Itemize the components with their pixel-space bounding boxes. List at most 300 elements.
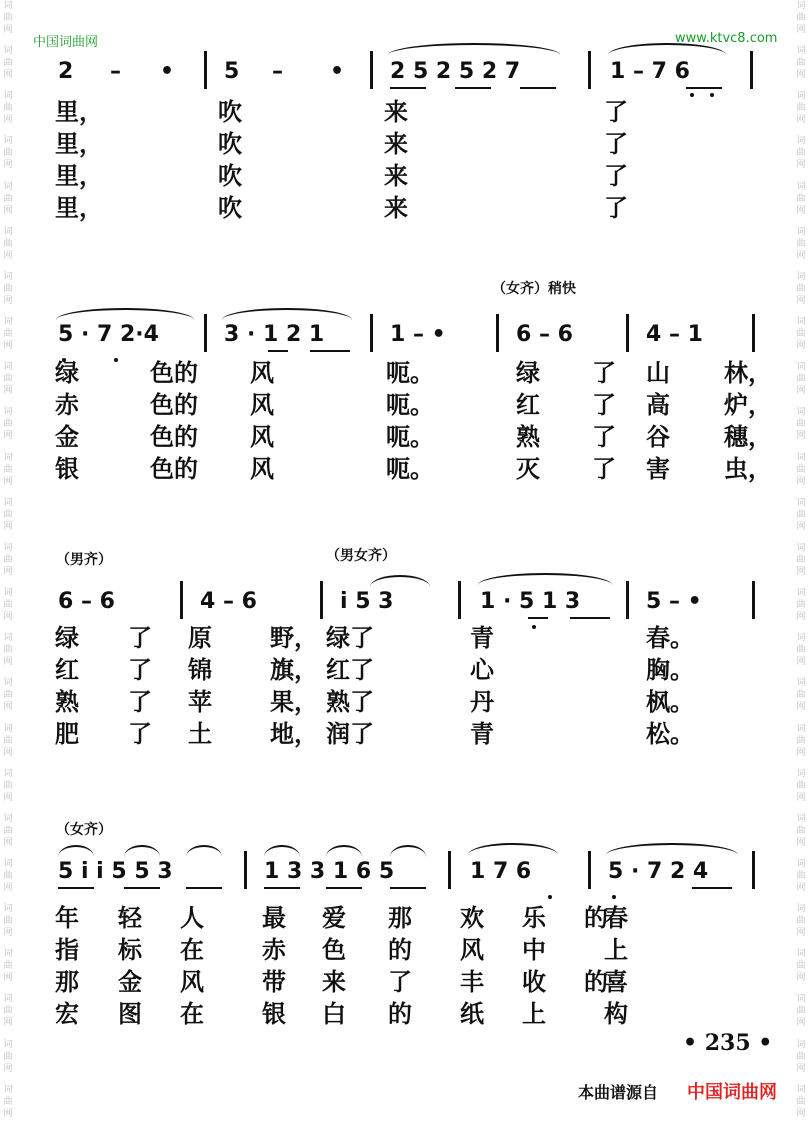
sidebar-char: 曲 bbox=[796, 1051, 806, 1062]
notation-row bbox=[0, 855, 809, 895]
lyric-syllable: 标 bbox=[118, 935, 142, 964]
sidebar-char: 词 bbox=[3, 452, 13, 463]
barline bbox=[588, 51, 591, 89]
sidebar-char: 曲 bbox=[796, 554, 806, 565]
sidebar-char: 曲 bbox=[796, 13, 806, 23]
lyric-syllable: 呃。 bbox=[386, 422, 434, 451]
lyric-syllable: 上 bbox=[604, 935, 628, 964]
slur bbox=[468, 843, 558, 855]
underline bbox=[692, 887, 732, 889]
notation-row bbox=[0, 318, 809, 358]
barline bbox=[752, 314, 755, 352]
slur bbox=[370, 575, 430, 587]
sidebar-char: 网 bbox=[3, 205, 13, 216]
lyric-syllable: 红 bbox=[55, 655, 79, 684]
underline bbox=[455, 87, 491, 89]
sidebar-char: 词 bbox=[3, 362, 13, 373]
lyric-syllable: 来 bbox=[322, 967, 346, 996]
sidebar-char: 网 bbox=[796, 566, 806, 577]
lyric-syllable: 最 bbox=[262, 903, 286, 932]
sidebar-char: 网 bbox=[796, 657, 806, 668]
sidebar-char: 网 bbox=[3, 521, 13, 532]
voice-tag-female: （女齐） bbox=[56, 822, 112, 838]
sidebar-char: 曲 bbox=[796, 600, 806, 611]
underline bbox=[326, 887, 362, 889]
sidebar-char: 网 bbox=[3, 295, 13, 306]
lyric-syllable: 穗， bbox=[724, 422, 772, 451]
sidebar-char: 曲 bbox=[796, 1096, 806, 1107]
lyric-syllable: 丰 bbox=[460, 967, 484, 996]
sidebar-char: 网 bbox=[796, 160, 806, 171]
sidebar-char: 词 bbox=[3, 633, 13, 644]
lyric-syllable: 的 bbox=[584, 903, 608, 932]
note-group: 1 · 5 1 3 bbox=[480, 589, 581, 614]
lyric-syllable: 熟 bbox=[516, 422, 540, 451]
barline bbox=[180, 581, 183, 619]
sidebar-char: 曲 bbox=[3, 464, 13, 475]
sidebar-char: 曲 bbox=[796, 58, 806, 69]
sidebar-char: 曲 bbox=[796, 374, 806, 385]
sidebar-char: 词 bbox=[3, 813, 13, 824]
lyric-syllable: 旗， bbox=[270, 655, 318, 684]
lyric-syllable: 了 bbox=[604, 193, 628, 222]
sidebar-char: 词 bbox=[796, 588, 806, 599]
lyric-syllable: 纸 bbox=[460, 999, 484, 1028]
sidebar-char: 网 bbox=[3, 476, 13, 487]
sidebar-char: 曲 bbox=[3, 148, 13, 159]
sidebar-char: 词 bbox=[796, 497, 806, 508]
sidebar-char: 曲 bbox=[3, 645, 13, 656]
sidebar-char: 网 bbox=[796, 973, 806, 984]
sidebar-char: 曲 bbox=[796, 238, 806, 249]
slur bbox=[606, 843, 738, 855]
sidebar-char: 词 bbox=[796, 542, 806, 553]
sidebar-char: 曲 bbox=[3, 238, 13, 249]
note-group: 6 – 6 bbox=[516, 322, 573, 347]
lyric-syllable: 土 bbox=[188, 719, 212, 748]
lyric-syllable: 绿了 bbox=[326, 623, 374, 652]
barline bbox=[752, 581, 755, 619]
lyric-syllable: 轻 bbox=[118, 903, 142, 932]
slur bbox=[124, 845, 160, 857]
lyric-syllable: 来 bbox=[384, 129, 408, 158]
sidebar-char: 词 bbox=[796, 768, 806, 779]
lyric-syllable: 那 bbox=[55, 967, 79, 996]
footer-brand: 中国词曲网 bbox=[687, 1082, 777, 1103]
sidebar-char: 曲 bbox=[796, 509, 806, 520]
underline bbox=[124, 887, 160, 889]
sidebar-char: 网 bbox=[796, 70, 806, 81]
lyric-syllable: 吹 bbox=[218, 193, 242, 222]
sidebar-char: 曲 bbox=[796, 870, 806, 881]
sidebar-char: 网 bbox=[796, 702, 806, 713]
lyric-syllable: 风 bbox=[250, 358, 274, 387]
lyric-syllable: 收 bbox=[522, 967, 546, 996]
lyric-syllable: 的 bbox=[388, 999, 412, 1028]
sidebar-char: 曲 bbox=[796, 419, 806, 430]
sidebar-char: 曲 bbox=[3, 600, 13, 611]
sidebar-char: 词 bbox=[796, 181, 806, 192]
lyric-verse-2 bbox=[0, 935, 809, 967]
sidebar-char: 网 bbox=[796, 25, 806, 35]
note-group: 4 – 6 bbox=[200, 589, 257, 614]
lyric-syllable: 绿 bbox=[55, 623, 79, 652]
lyric-syllable: 苹 bbox=[188, 687, 212, 716]
sidebar-char: 网 bbox=[3, 1108, 13, 1119]
sidebar-char: 网 bbox=[796, 115, 806, 126]
watermark-site-name: 中国词曲网 bbox=[33, 35, 99, 50]
note-group: 1 7 6 bbox=[470, 859, 532, 884]
sidebar-char: 网 bbox=[3, 566, 13, 577]
note-group: i 5 3 bbox=[340, 589, 394, 614]
lyric-syllable: 高 bbox=[646, 390, 670, 419]
sidebar-char: 词 bbox=[796, 858, 806, 869]
note-group: 1 3 3 1 6 5 bbox=[264, 859, 395, 884]
sidebar-char: 词 bbox=[796, 904, 806, 915]
sidebar-char: 词 bbox=[3, 497, 13, 508]
underline bbox=[186, 887, 222, 889]
sidebar-char: 词 bbox=[3, 678, 13, 689]
note-group: 6 – 6 bbox=[58, 589, 115, 614]
note-group: 2 5 2 5 2 7 bbox=[390, 59, 521, 84]
slur bbox=[478, 573, 612, 585]
sidebar-char: 网 bbox=[3, 702, 13, 713]
lyric-syllable: 来 bbox=[384, 161, 408, 190]
sidebar-char: 曲 bbox=[3, 329, 13, 340]
lyric-syllable: 害 bbox=[646, 454, 670, 483]
lyric-syllable: 了 bbox=[128, 687, 152, 716]
sidebar-char: 词 bbox=[796, 994, 806, 1005]
lyric-syllable: 图 bbox=[118, 999, 142, 1028]
lyric-syllable: 色的 bbox=[150, 422, 198, 451]
barline bbox=[626, 314, 629, 352]
lyric-syllable: 那 bbox=[388, 903, 412, 932]
sidebar-char: 词 bbox=[796, 362, 806, 373]
sidebar-char: 曲 bbox=[3, 13, 13, 23]
sidebar-char: 词 bbox=[3, 136, 13, 147]
lyric-syllable: 风 bbox=[460, 935, 484, 964]
lyric-syllable: 绿 bbox=[516, 358, 540, 387]
lyric-verse-4 bbox=[0, 193, 809, 225]
lyric-verse-3 bbox=[0, 967, 809, 999]
sidebar-char: 网 bbox=[796, 386, 806, 397]
lyric-syllable: 原 bbox=[188, 623, 212, 652]
sidebar-char: 曲 bbox=[3, 735, 13, 746]
sidebar-char: 网 bbox=[3, 837, 13, 848]
note: – bbox=[272, 59, 283, 84]
lyric-syllable: 的 bbox=[388, 935, 412, 964]
sidebar-char: 曲 bbox=[3, 690, 13, 701]
barline bbox=[370, 51, 373, 89]
lyric-syllable: 赤 bbox=[262, 935, 286, 964]
barline bbox=[626, 581, 629, 619]
sidebar-char: 词 bbox=[3, 768, 13, 779]
lyric-syllable: 里， bbox=[55, 129, 103, 158]
note: 2 bbox=[58, 59, 74, 84]
sidebar-char: 词 bbox=[3, 949, 13, 960]
lyric-syllable: 了 bbox=[592, 390, 616, 419]
underline bbox=[686, 87, 722, 89]
sidebar-char: 网 bbox=[796, 612, 806, 623]
sidebar-char: 词 bbox=[796, 813, 806, 824]
sidebar-char: 词 bbox=[3, 1039, 13, 1050]
sidebar-char: 词 bbox=[796, 1, 806, 11]
sidebar-char: 词 bbox=[796, 91, 806, 102]
lyric-verse-4 bbox=[0, 719, 809, 751]
lyric-syllable: 灭 bbox=[516, 454, 540, 483]
voice-tag-male: （男齐） bbox=[56, 552, 112, 568]
sidebar-char: 网 bbox=[3, 1018, 13, 1029]
barline bbox=[204, 314, 207, 352]
slur bbox=[56, 308, 194, 320]
lyric-syllable: 了 bbox=[592, 454, 616, 483]
barline bbox=[752, 851, 755, 889]
sidebar-char: 网 bbox=[3, 1063, 13, 1074]
sidebar-char: 网 bbox=[3, 160, 13, 171]
note-group: 5 – • bbox=[646, 589, 702, 614]
sidebar-char: 词 bbox=[796, 1039, 806, 1050]
lyric-syllable: 呃。 bbox=[386, 454, 434, 483]
lyric-syllable: 带 bbox=[262, 967, 286, 996]
sidebar-char: 曲 bbox=[3, 509, 13, 520]
lyric-syllable: 谷 bbox=[646, 422, 670, 451]
sidebar-char: 词 bbox=[796, 317, 806, 328]
sidebar-char: 网 bbox=[796, 1063, 806, 1074]
page-number: • 235 • bbox=[683, 1030, 773, 1056]
lyric-syllable: 吹 bbox=[218, 129, 242, 158]
underline bbox=[390, 87, 426, 89]
lyric-syllable: 的 bbox=[584, 967, 608, 996]
lyric-syllable: 红了 bbox=[326, 655, 374, 684]
sidebar-char: 网 bbox=[3, 250, 13, 261]
sidebar-char: 曲 bbox=[3, 961, 13, 972]
sidebar-char: 词 bbox=[3, 226, 13, 237]
lyric-syllable: 中 bbox=[522, 935, 546, 964]
lyric-syllable: 吹 bbox=[218, 161, 242, 190]
note: 5 bbox=[224, 59, 240, 84]
lyric-syllable: 山 bbox=[646, 358, 670, 387]
lyric-syllable: 里， bbox=[55, 193, 103, 222]
lyric-syllable: 年 bbox=[55, 903, 79, 932]
sidebar-char: 词 bbox=[796, 271, 806, 282]
lyric-verse-1 bbox=[0, 97, 809, 129]
lyric-syllable: 白 bbox=[322, 999, 346, 1028]
barline bbox=[370, 314, 373, 352]
sidebar-char: 网 bbox=[796, 837, 806, 848]
sidebar-char: 词 bbox=[3, 542, 13, 553]
notation-row bbox=[0, 585, 809, 625]
notation-row bbox=[0, 55, 809, 95]
underline bbox=[58, 887, 94, 889]
lyric-syllable: 春。 bbox=[646, 623, 694, 652]
barline bbox=[448, 851, 451, 889]
lyric-verse-4 bbox=[0, 454, 809, 486]
sidebar-char: 网 bbox=[796, 521, 806, 532]
barline bbox=[244, 851, 247, 889]
sidebar-char: 网 bbox=[796, 431, 806, 442]
sidebar-char: 词 bbox=[3, 407, 13, 418]
sidebar-char: 曲 bbox=[3, 1096, 13, 1107]
sidebar-char: 曲 bbox=[796, 645, 806, 656]
sidebar-char: 网 bbox=[796, 295, 806, 306]
sidebar-char: 词 bbox=[796, 407, 806, 418]
lyric-syllable: 爱 bbox=[322, 903, 346, 932]
sidebar-char: 词 bbox=[3, 271, 13, 282]
lyric-syllable: 色的 bbox=[150, 390, 198, 419]
sidebar-char: 网 bbox=[796, 882, 806, 893]
underline bbox=[520, 87, 556, 89]
sidebar-char: 网 bbox=[796, 1018, 806, 1029]
sidebar-char: 词 bbox=[796, 46, 806, 57]
sidebar-char: 词 bbox=[3, 904, 13, 915]
lyric-syllable: 人 bbox=[180, 903, 204, 932]
lyric-syllable: 赤 bbox=[55, 390, 79, 419]
lyric-syllable: 在 bbox=[180, 999, 204, 1028]
slur bbox=[222, 308, 352, 320]
sidebar-char: 网 bbox=[796, 341, 806, 352]
lyric-syllable: 心 bbox=[470, 655, 494, 684]
sidebar-char: 词 bbox=[3, 317, 13, 328]
lyric-syllable: 上 bbox=[522, 999, 546, 1028]
lyric-syllable: 在 bbox=[180, 935, 204, 964]
sidebar-char: 曲 bbox=[796, 148, 806, 159]
lyric-syllable: 呃。 bbox=[386, 390, 434, 419]
sidebar-char: 词 bbox=[796, 949, 806, 960]
barline bbox=[204, 51, 207, 89]
sidebar-char: 词 bbox=[3, 858, 13, 869]
sidebar-char: 曲 bbox=[3, 283, 13, 294]
barline bbox=[588, 851, 591, 889]
lyric-syllable: 炉， bbox=[724, 390, 772, 419]
lyric-syllable: 熟 bbox=[55, 687, 79, 716]
sidebar-char: 词 bbox=[796, 452, 806, 463]
barline bbox=[496, 314, 499, 352]
sidebar-char: 曲 bbox=[796, 825, 806, 836]
underline bbox=[390, 887, 426, 889]
sidebar-char: 词 bbox=[3, 181, 13, 192]
lyric-syllable: 了 bbox=[128, 719, 152, 748]
sidebar-char: 曲 bbox=[3, 374, 13, 385]
sidebar-char: 曲 bbox=[796, 735, 806, 746]
sidebar-char: 网 bbox=[3, 341, 13, 352]
lyric-syllable: 锦 bbox=[188, 655, 212, 684]
sidebar-char: 词 bbox=[796, 723, 806, 734]
sidebar-char: 词 bbox=[796, 226, 806, 237]
note-group: 1 – • bbox=[390, 322, 446, 347]
lyric-syllable: 润了 bbox=[326, 719, 374, 748]
lyric-syllable: 了 bbox=[604, 97, 628, 126]
sidebar-char: 网 bbox=[3, 657, 13, 668]
lyric-syllable: 地， bbox=[270, 719, 318, 748]
sidebar-char: 曲 bbox=[3, 419, 13, 430]
note-group: 5 · 7 2·4 bbox=[58, 322, 159, 347]
note: • bbox=[330, 59, 345, 84]
lower-dot bbox=[612, 895, 616, 899]
sidebar-char: 词 bbox=[3, 1084, 13, 1095]
watermark-url: www.ktvc8.com bbox=[675, 31, 778, 46]
sidebar-char: 曲 bbox=[3, 916, 13, 927]
lyric-syllable: 果， bbox=[270, 687, 318, 716]
sidebar-char: 曲 bbox=[796, 690, 806, 701]
lyric-syllable: 色的 bbox=[150, 454, 198, 483]
note-group: 1 – 7 6 bbox=[610, 59, 690, 84]
lyric-syllable: 呃。 bbox=[386, 358, 434, 387]
sidebar-char: 曲 bbox=[3, 870, 13, 881]
lyric-syllable: 了 bbox=[604, 161, 628, 190]
note-group: 5 · 7 2 4 bbox=[608, 859, 709, 884]
lyric-syllable: 风 bbox=[180, 967, 204, 996]
lyric-syllable: 了 bbox=[388, 967, 412, 996]
underline bbox=[264, 887, 300, 889]
lyric-syllable: 虫， bbox=[724, 454, 772, 483]
sidebar-char: 网 bbox=[796, 747, 806, 758]
sidebar-char: 词 bbox=[3, 994, 13, 1005]
sidebar-char: 曲 bbox=[796, 329, 806, 340]
sidebar-char: 网 bbox=[3, 70, 13, 81]
voice-tag-mixed: （男女齐） bbox=[326, 548, 396, 564]
sidebar-char: 网 bbox=[3, 386, 13, 397]
lyric-syllable: 色的 bbox=[150, 358, 198, 387]
sidebar-char: 词 bbox=[3, 588, 13, 599]
sidebar-char: 曲 bbox=[796, 103, 806, 114]
lyric-syllable: 野， bbox=[270, 623, 318, 652]
lyric-verse-1 bbox=[0, 358, 809, 390]
lyric-verse-4 bbox=[0, 999, 809, 1031]
underline bbox=[528, 617, 548, 619]
lyric-syllable: 构 bbox=[604, 999, 628, 1028]
sidebar-char: 曲 bbox=[796, 464, 806, 475]
lyric-syllable: 松。 bbox=[646, 719, 694, 748]
lyric-syllable: 了 bbox=[128, 623, 152, 652]
sidebar-char: 网 bbox=[3, 612, 13, 623]
lyric-syllable: 宏 bbox=[55, 999, 79, 1028]
sidebar-char: 词 bbox=[3, 1, 13, 11]
lyric-syllable: 里， bbox=[55, 161, 103, 190]
barline bbox=[458, 581, 461, 619]
lyric-syllable: 金 bbox=[118, 967, 142, 996]
lyric-verse-3 bbox=[0, 161, 809, 193]
lyric-syllable: 青 bbox=[470, 719, 494, 748]
lyric-syllable: 风 bbox=[250, 390, 274, 419]
sidebar-char: 网 bbox=[3, 431, 13, 442]
underline bbox=[268, 350, 288, 352]
lyric-syllable: 乐 bbox=[522, 903, 546, 932]
lower-dot bbox=[548, 895, 552, 899]
note: – bbox=[110, 59, 121, 84]
sidebar-char: 网 bbox=[3, 25, 13, 35]
sidebar-char: 词 bbox=[796, 1084, 806, 1095]
sidebar-char: 网 bbox=[796, 476, 806, 487]
lyric-syllable: 来 bbox=[384, 97, 408, 126]
lyric-syllable: 风 bbox=[250, 422, 274, 451]
sidebar-char: 曲 bbox=[3, 1006, 13, 1017]
lyric-syllable: 里， bbox=[55, 97, 103, 126]
lyric-verse-2 bbox=[0, 129, 809, 161]
lyric-syllable: 风 bbox=[250, 454, 274, 483]
lyric-syllable: 吹 bbox=[218, 97, 242, 126]
sidebar-char: 网 bbox=[3, 928, 13, 939]
lyric-syllable: 银 bbox=[55, 454, 79, 483]
footer-source-label: 本曲谱源自 bbox=[578, 1083, 659, 1102]
sidebar-char: 词 bbox=[796, 136, 806, 147]
sidebar-char: 曲 bbox=[796, 193, 806, 204]
underline bbox=[310, 350, 350, 352]
lyric-syllable: 来 bbox=[384, 193, 408, 222]
sidebar-char: 词 bbox=[3, 723, 13, 734]
lyric-syllable: 指 bbox=[55, 935, 79, 964]
slur bbox=[390, 845, 426, 857]
sidebar-char: 网 bbox=[796, 928, 806, 939]
